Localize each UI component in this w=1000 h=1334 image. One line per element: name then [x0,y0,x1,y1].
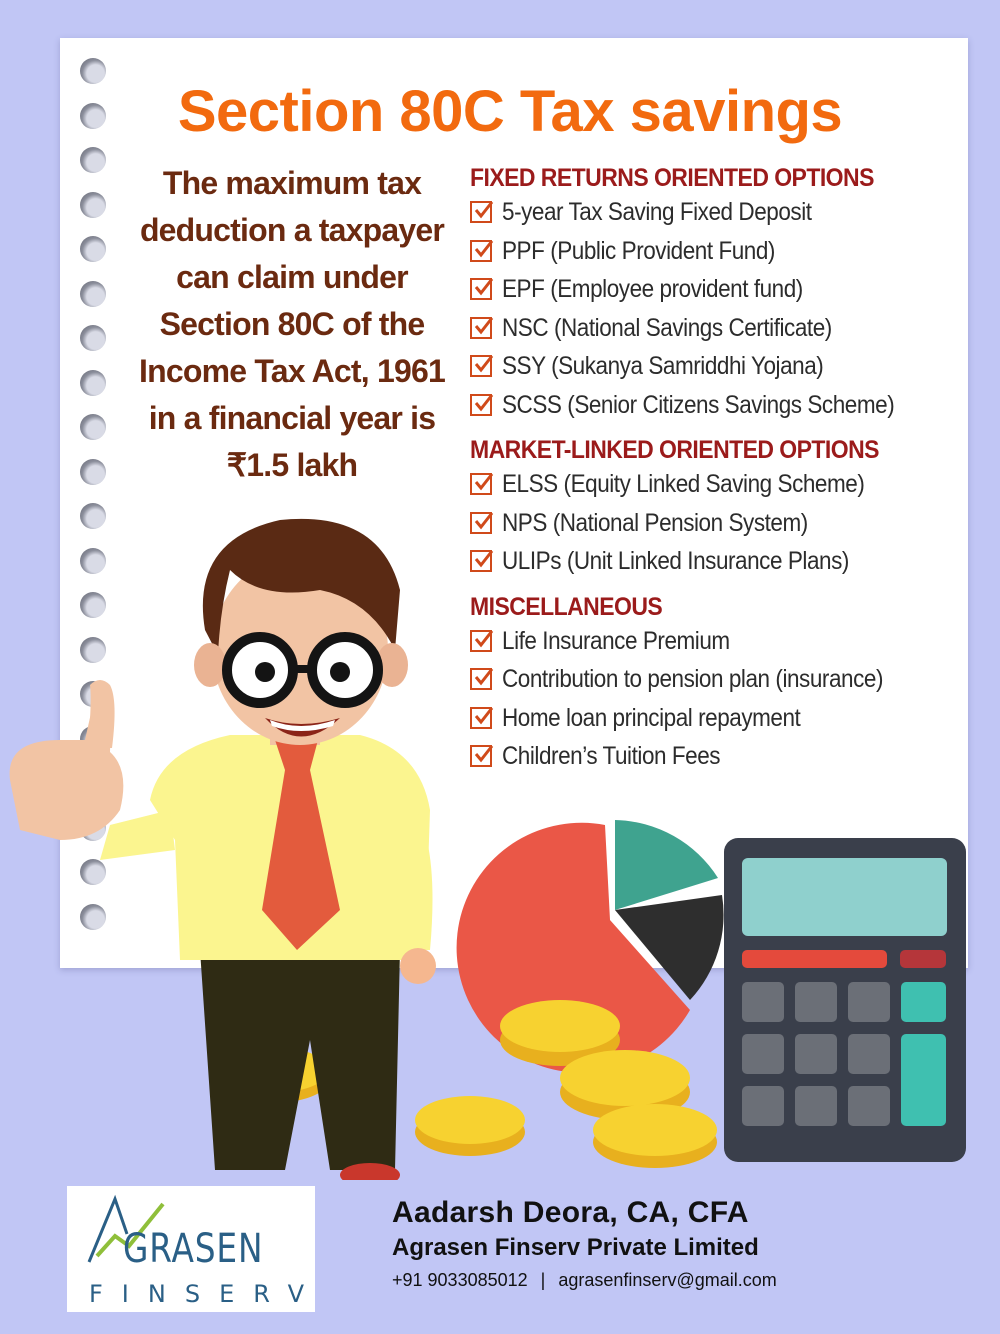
notebook-ring-hole [80,58,106,84]
section-heading: FIXED RETURNS ORIENTED OPTIONS [470,164,874,192]
intro-line: Section 80C of the [159,306,425,342]
phone-number: +91 9033085012 [392,1270,528,1290]
logo-text: GRASEN [123,1226,264,1272]
list-item: PPF (Public Provident Fund) [470,232,940,271]
notebook-ring-hole [80,414,106,440]
man-character [10,519,436,1180]
intro-line: deduction a taxpayer [139,212,445,248]
calculator-icon [724,838,966,1162]
list-item: EPF (Employee provident fund) [470,270,940,309]
intro-line: Income Tax Act, 1961 [139,353,445,389]
checkbox-check-icon [470,240,492,262]
email-address: agrasenfinserv@gmail.com [558,1270,777,1290]
notebook-ring-hole [80,281,106,307]
list-item: NPS (National Pension System) [470,504,940,543]
section-heading: MISCELLANEOUS [470,592,663,621]
checkbox-check-icon [470,317,492,339]
contact-block [392,1196,777,1291]
list-item: Contribution to pension plan (insurance) [470,660,940,699]
section-fixed-returns [470,164,940,424]
notebook-ring-hole [80,370,106,396]
list-item: 5-year Tax Saving Fixed Deposit [470,193,940,232]
checkbox-check-icon [470,278,492,300]
list-item: Children’s Tuition Fees [470,737,940,776]
list-item: ELSS (Equity Linked Saving Scheme) [470,465,940,504]
list-item: SSY (Sukanya Samriddhi Yojana) [470,347,940,386]
list-item: NSC (National Savings Certificate) [470,309,940,348]
checkbox-check-icon [470,201,492,223]
list-item: Home loan principal repayment [470,699,940,738]
separator: | [540,1270,546,1290]
notebook-ring-hole [80,147,106,173]
checkbox-check-icon [470,394,492,416]
intro-line: can claim under [176,259,408,295]
company-name: Agrasen Finserv Private Limited [392,1234,759,1261]
section-heading: MARKET-LINKED ORIENTED OPTIONS [470,436,879,464]
checkbox-check-icon [470,355,492,377]
notebook-ring-hole [80,103,106,129]
list-item: ULIPs (Unit Linked Insurance Plans) [470,542,940,581]
company-logo [67,1186,324,1312]
page-title: Section 80C Tax savings [177,79,843,144]
intro-line: in a financial year is [148,400,436,436]
contact-details [392,1270,777,1291]
intro-text [132,160,452,489]
logo-subtext: FINSERV [89,1280,324,1308]
list-item: SCSS (Senior Citizens Savings Scheme) [470,386,940,425]
illustration [0,480,1000,1180]
notebook-ring-hole [80,236,106,262]
contact-name: Aadarsh Deora, CA, CFA [392,1196,749,1229]
list-item: Life Insurance Premium [470,622,940,661]
intro-line: The maximum tax [162,165,422,201]
intro-line: ₹1.5 lakh [226,447,358,483]
notebook-ring-hole [80,192,106,218]
notebook-ring-hole [80,325,106,351]
